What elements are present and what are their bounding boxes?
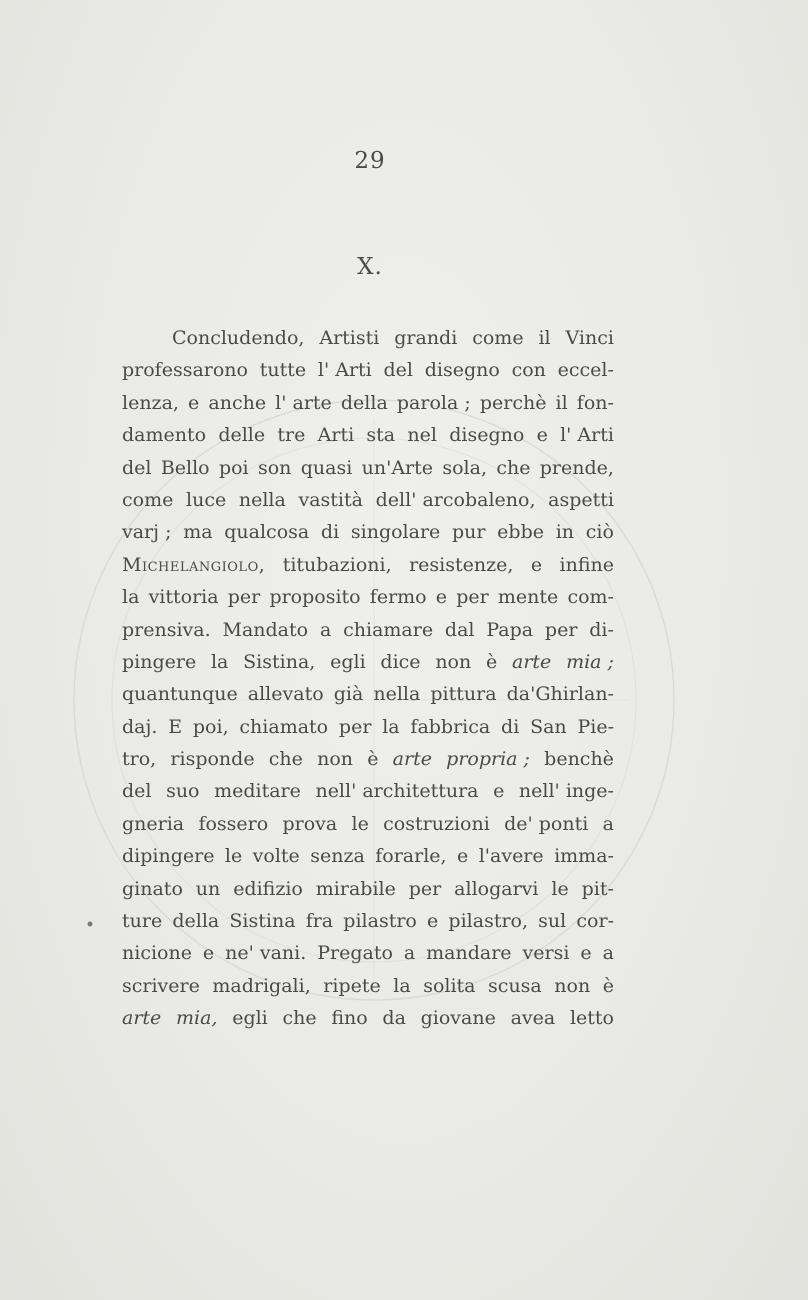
- text-line: [122, 581, 614, 613]
- word: dice: [380, 650, 421, 673]
- word: mirabile: [315, 877, 396, 900]
- word: imma-: [554, 845, 614, 868]
- word: e: [530, 553, 543, 576]
- word: qualcosa: [224, 521, 310, 544]
- word: fabbrica: [410, 715, 491, 738]
- word: San: [530, 715, 567, 738]
- word: E: [168, 715, 183, 738]
- word: per: [544, 618, 578, 641]
- word: edifizio: [233, 877, 303, 900]
- word: fino: [331, 1007, 368, 1030]
- text-line: [122, 452, 614, 484]
- word: che: [268, 748, 303, 771]
- word: la: [210, 650, 229, 673]
- text-line: [122, 711, 614, 743]
- word: aspetti: [548, 488, 614, 511]
- text-line: [122, 743, 614, 775]
- word: dal: [444, 618, 475, 641]
- word: e: [580, 942, 592, 965]
- section-heading: X.: [357, 254, 383, 280]
- text-line: [122, 354, 614, 386]
- word: da'Ghirlan-: [506, 683, 614, 706]
- word: chiamare: [343, 618, 434, 641]
- word: a: [602, 942, 614, 965]
- word: dell' arcobaleno,: [375, 488, 536, 511]
- word: luce: [186, 488, 227, 511]
- word: a: [602, 812, 614, 835]
- word: Sistina,: [243, 650, 316, 673]
- word: risponde: [170, 748, 255, 771]
- word: de' ponti: [504, 812, 589, 835]
- word: Sistina: [229, 910, 296, 933]
- word: la: [393, 974, 411, 997]
- word: tro,: [122, 748, 157, 771]
- word: tutte: [259, 359, 307, 382]
- word: nell' architettura: [315, 780, 479, 803]
- word: e: [493, 780, 505, 803]
- word: della: [172, 910, 220, 933]
- word: vittoria: [148, 586, 219, 609]
- word: e: [536, 424, 548, 447]
- word: fossero: [198, 812, 269, 835]
- word: il: [555, 391, 568, 414]
- word: un: [195, 877, 221, 900]
- word: l' Arti: [317, 359, 372, 382]
- word: egli: [330, 650, 366, 673]
- word: mandare: [426, 942, 512, 965]
- word: che: [496, 456, 531, 479]
- word: Mandato: [222, 618, 309, 641]
- word: di-: [589, 618, 614, 641]
- text-line: [122, 775, 614, 807]
- word: cor-: [576, 910, 614, 933]
- word: professarono: [122, 359, 248, 382]
- word: costruzioni: [383, 812, 490, 835]
- word: sta: [366, 424, 396, 447]
- word: ripete: [323, 974, 381, 997]
- word: vastità: [298, 488, 363, 511]
- word: prensiva.: [122, 618, 211, 641]
- word: disegno: [424, 359, 500, 382]
- word: la: [122, 586, 140, 609]
- text-line: [122, 387, 614, 419]
- word: giovane: [420, 1007, 496, 1030]
- word: la: [382, 715, 400, 738]
- word: pilastro,: [448, 910, 529, 933]
- word: Arti: [317, 424, 355, 447]
- word: lenza,: [122, 391, 179, 414]
- word: è: [486, 650, 498, 673]
- word: l' Arti: [560, 424, 614, 447]
- word: gneria: [122, 812, 185, 835]
- word: sola,: [442, 456, 487, 479]
- word: ginato: [122, 877, 183, 900]
- text-line: [122, 646, 614, 678]
- word: egli: [232, 1007, 268, 1030]
- text-line: [122, 322, 614, 354]
- text-line: [122, 1002, 614, 1034]
- word: per: [456, 586, 489, 609]
- word: Pregato: [317, 942, 393, 965]
- word: resistenze,: [409, 553, 514, 576]
- word: a: [319, 618, 332, 641]
- word: ture: [122, 910, 163, 933]
- word: allevato: [247, 683, 324, 706]
- word: fermo: [369, 586, 427, 609]
- word: propria ;: [446, 748, 530, 771]
- word: poi,: [192, 715, 229, 738]
- text-line: [122, 840, 614, 872]
- word: solita: [423, 974, 476, 997]
- word: in: [555, 521, 575, 544]
- word: arte: [392, 748, 432, 771]
- word: sul: [538, 910, 567, 933]
- word: come: [472, 327, 524, 349]
- word: versi: [522, 942, 570, 965]
- word: arte: [122, 1007, 162, 1030]
- word: e: [188, 391, 200, 414]
- word: nella: [238, 488, 286, 511]
- text-line: [122, 419, 614, 451]
- word: tre: [277, 424, 306, 447]
- word: benchè: [544, 748, 614, 771]
- word: prende,: [539, 456, 614, 479]
- word: delle: [218, 424, 266, 447]
- word: singolare: [350, 521, 441, 544]
- text-line: [122, 937, 614, 969]
- word: chiamato: [239, 715, 329, 738]
- word: da: [382, 1007, 406, 1030]
- word: nicione: [122, 942, 192, 965]
- word: com-: [567, 586, 614, 609]
- text-line: [122, 808, 614, 840]
- word: non: [554, 974, 591, 997]
- word: mia,: [176, 1007, 218, 1030]
- word: e: [427, 910, 439, 933]
- word: mia ;: [566, 650, 614, 673]
- word: del: [122, 456, 152, 479]
- word: infine: [559, 553, 614, 576]
- word: Bello: [160, 456, 210, 479]
- page-number: 29: [354, 148, 386, 174]
- word: nella: [373, 683, 421, 706]
- word: pittura: [430, 683, 497, 706]
- word: pur: [451, 521, 486, 544]
- text-line: [122, 549, 614, 581]
- word: quantunque: [122, 683, 238, 706]
- word: l' arte: [275, 391, 332, 414]
- word: damento: [122, 424, 207, 447]
- word: arte: [512, 650, 552, 673]
- word: Michelangiolo,: [122, 553, 266, 576]
- word: daj.: [122, 715, 158, 738]
- text-line: [122, 905, 614, 937]
- word: poi: [218, 456, 249, 479]
- word: per: [338, 715, 372, 738]
- word: anche: [208, 391, 267, 414]
- word: madrigali,: [212, 974, 311, 997]
- word: grandi: [394, 327, 458, 349]
- word: dipingere: [122, 845, 215, 868]
- word: mente: [497, 586, 559, 609]
- word: e: [457, 845, 469, 868]
- word: le: [224, 845, 243, 868]
- word: fra: [305, 910, 334, 933]
- word: meditare: [214, 780, 301, 803]
- text-line: [122, 516, 614, 548]
- word: scusa: [488, 974, 542, 997]
- word: scrivere: [122, 974, 200, 997]
- word: pit-: [581, 877, 614, 900]
- word: ne' vani.: [225, 942, 307, 965]
- word: parola ;: [396, 391, 471, 414]
- text-line: [122, 484, 614, 516]
- word: un'Arte: [361, 456, 434, 479]
- word: quasi: [300, 456, 353, 479]
- word: varj ;: [122, 521, 172, 544]
- word: Concludendo,: [172, 327, 305, 349]
- word: non: [435, 650, 472, 673]
- word: non: [317, 748, 354, 771]
- word: della: [340, 391, 388, 414]
- word: e: [435, 586, 448, 609]
- word: come: [122, 488, 174, 511]
- word: le: [351, 812, 369, 835]
- word: del: [383, 359, 413, 382]
- word: letto: [569, 1007, 614, 1030]
- word: e: [202, 942, 215, 965]
- word: per: [408, 877, 442, 900]
- word: del: [122, 780, 152, 803]
- word: l'avere: [478, 845, 544, 868]
- word: con: [511, 359, 546, 382]
- word: eccel-: [557, 359, 614, 382]
- word: le: [551, 877, 569, 900]
- word: nel: [407, 424, 437, 447]
- text-line: [122, 614, 614, 646]
- word: è: [367, 748, 379, 771]
- word: pingere: [122, 650, 197, 673]
- word: avea: [510, 1007, 556, 1030]
- word: proposito: [269, 586, 361, 609]
- word: Papa: [486, 618, 534, 641]
- word: prova: [282, 812, 338, 835]
- word: di: [501, 715, 520, 738]
- word: volte: [252, 845, 300, 868]
- word: è: [602, 974, 614, 997]
- word: allogarvi: [454, 877, 539, 900]
- word: suo: [166, 780, 200, 803]
- text-line: [122, 970, 614, 1002]
- text-line: [122, 873, 614, 905]
- word: che: [282, 1007, 317, 1030]
- word: Vinci: [565, 327, 614, 349]
- body-text: [122, 322, 614, 1035]
- word: titubazioni,: [282, 553, 392, 576]
- word: Artisti: [319, 327, 380, 349]
- word: perchè: [479, 391, 547, 414]
- word: ebbe: [497, 521, 544, 544]
- word: son: [257, 456, 292, 479]
- word: il: [538, 327, 551, 349]
- word: per: [227, 586, 261, 609]
- word: senza: [310, 845, 365, 868]
- word: Pie-: [577, 715, 614, 738]
- word: disegno: [449, 424, 525, 447]
- word: di: [320, 521, 340, 544]
- word: fon-: [576, 391, 614, 414]
- word: a: [403, 942, 416, 965]
- word: nell' inge-: [518, 780, 614, 803]
- word: pilastro: [343, 910, 417, 933]
- word: ma: [183, 521, 213, 544]
- word: forarle,: [375, 845, 447, 868]
- text-line: [122, 678, 614, 710]
- word: ciò: [585, 521, 614, 544]
- word: già: [333, 683, 364, 706]
